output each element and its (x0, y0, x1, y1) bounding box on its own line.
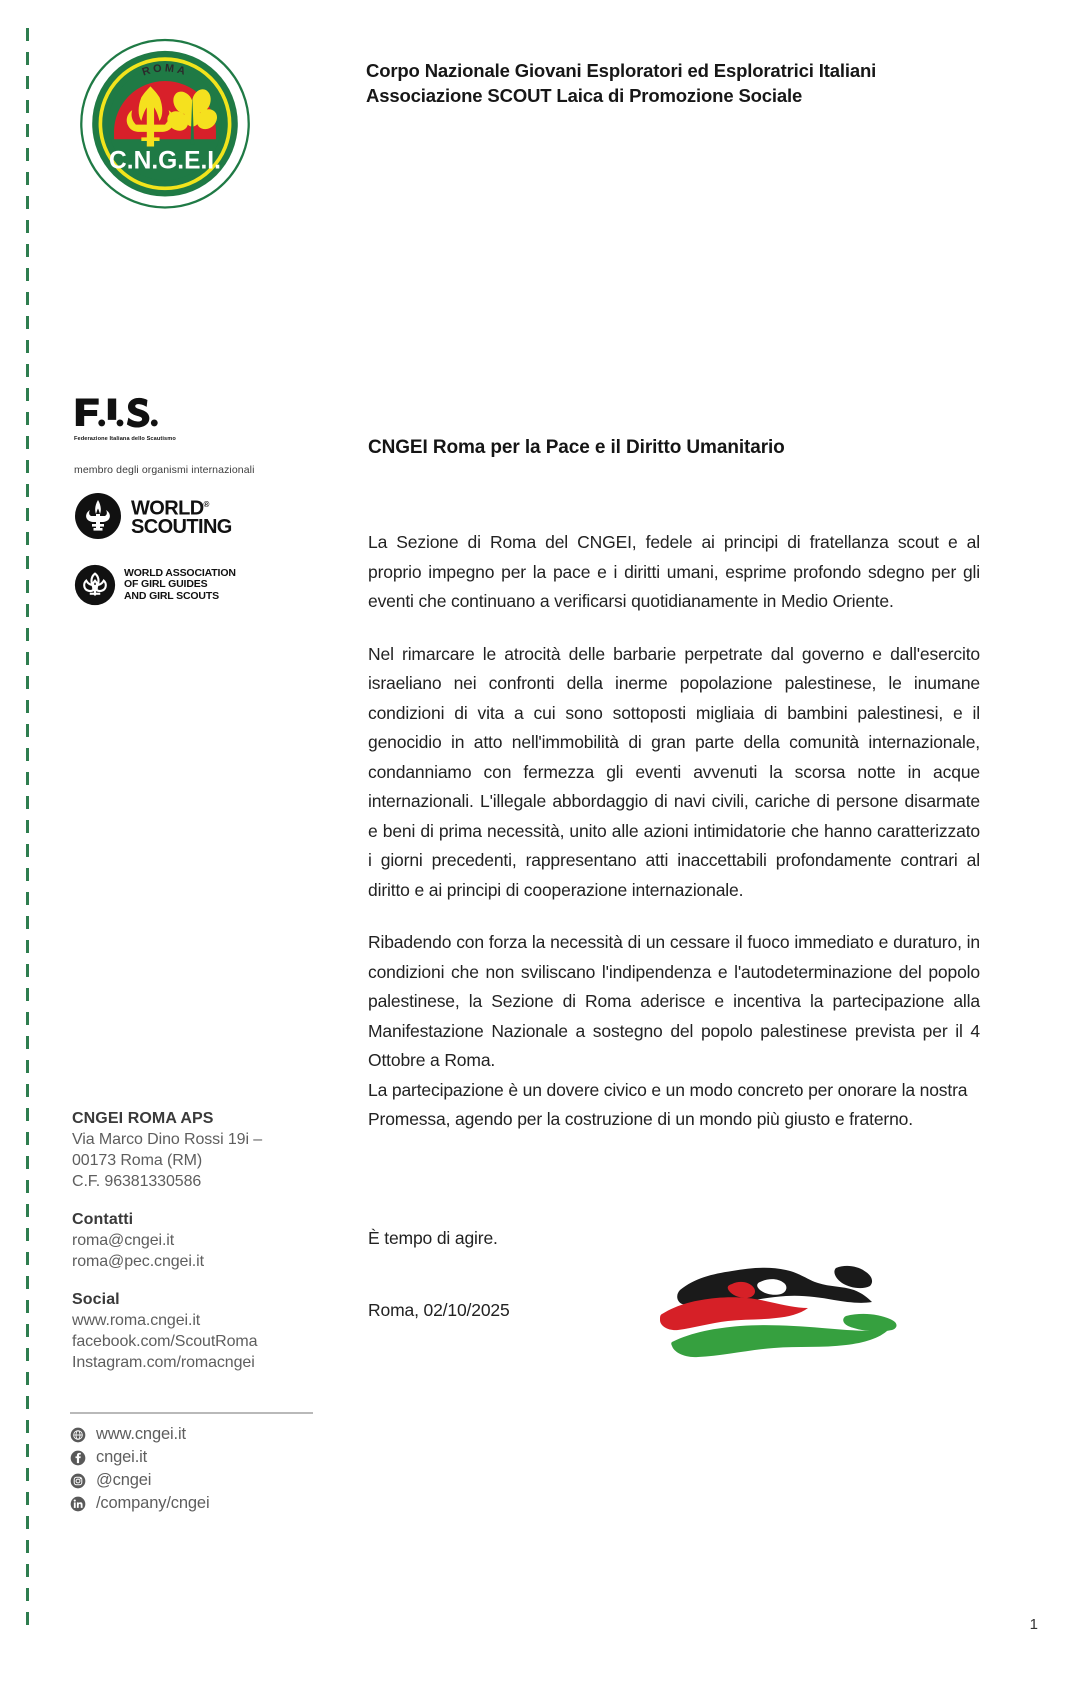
world-scouting-line2: SCOUTING (131, 516, 232, 539)
org-street: Via Marco Dino Rossi 19i – (72, 1131, 263, 1148)
page-title: CNGEI Roma per la Pace e il Diritto Umanitario (368, 437, 785, 458)
sidebar-divider (70, 1412, 313, 1414)
letterhead-organisation-title (366, 58, 966, 108)
emblem-center-text: C.N.G.E.I. (109, 147, 221, 175)
wagggs-trefoil-icon (74, 564, 116, 606)
social-heading: Social (72, 1291, 120, 1308)
contact-pec[interactable]: roma@pec.cngei.it (72, 1253, 204, 1270)
footer-social-links (70, 1423, 335, 1515)
globe-icon (70, 1427, 86, 1443)
footer-link-label: @cngei (96, 1471, 152, 1489)
world-scouting-icon (74, 492, 122, 540)
page-number: 1 (1029, 1616, 1038, 1633)
membership-note: membro degli organismi internazionali (74, 464, 255, 476)
footer-link-label: cngei.it (96, 1448, 148, 1466)
body-paragraph-3: Ribadendo con forza la necessità di un cessare il fuoco immediato e duraturo, in condizioni che non sviliscano l'indipendenza e l'autodeterminazione del popolo palestinese, la Sezione di Roma aderisce e incentiva la partecipazione alla Manifestazione Nazionale a sostegno del popolo palestinese prevista per il 4 Ottobre a Roma. (368, 932, 980, 1070)
footer-link-website[interactable] (70, 1423, 335, 1446)
fis-logo-block (74, 397, 324, 442)
wagggs-line3: AND GIRL SCOUTS (124, 589, 219, 602)
wagggs-logo-block (74, 564, 324, 606)
social-instagram[interactable]: Instagram.com/romacngei (72, 1354, 255, 1371)
org-title-line1: Corpo Nazionale Giovani Esploratori ed Esploratrici Italiani (366, 60, 877, 81)
linkedin-icon (70, 1496, 86, 1512)
org-title-line2: Associazione SCOUT Laica di Promozione Sociale (366, 85, 803, 106)
wagggs-line2: OF GIRL GUIDES (124, 578, 208, 591)
sidebar (62, 30, 324, 606)
org-legal-name: CNGEI ROMA APS (72, 1110, 214, 1127)
facebook-icon (70, 1450, 86, 1466)
footer-link-label: /company/cngei (96, 1494, 210, 1512)
org-fiscal-code: C.F. 96381330586 (72, 1173, 202, 1190)
world-scouting-wordmark (131, 495, 232, 538)
social-facebook[interactable]: facebook.com/ScoutRoma (72, 1333, 258, 1350)
closing-statement: È tempo di agire. (368, 1228, 498, 1248)
registered-mark: ® (203, 499, 209, 509)
fis-subtitle: Federazione Italiana dello Scautismo (74, 436, 176, 442)
contact-email[interactable]: roma@cngei.it (72, 1232, 175, 1249)
cngei-roma-emblem (74, 30, 256, 212)
body-paragraph-1: La Sezione di Roma del CNGEI, fedele ai principi di fratellanza scout e al proprio impegno per la pace e i diritti umani, esprime profondo sdegno per gli eventi che continuano a verificarsi quotidianamente in Medio Oriente. (368, 532, 980, 611)
footer-link-facebook[interactable] (70, 1446, 335, 1469)
fis-logo-icon (74, 397, 166, 429)
wagggs-line1: WORLD ASSOCIATION (124, 566, 236, 579)
body-paragraph-2: Nel rimarcare le atrocità delle barbarie perpetrate dal governo e dall'esercito israeliano nei confronti della inerme popolazione palestinese, le inumane condizioni di vita a cui sono sottoposti migliaia di bambini palestinesi, e il genocidio in atto nell'immobilità di gran parte della comunità internazionale, condanniamo con fermezza gli eventi avvenuti la scorsa notte in acque internazionali. L'illegale abbordaggio di navi civili, cariche di persone disarmate e beni di prima necessità, unito alle azioni intimidatorie che hanno caratterizzato i giorni precedenti, rappresentano atti inaccettabili profondamente contrari al diritto e ai principi di cooperazione internazionale. (368, 643, 980, 900)
letter-body (368, 528, 980, 1135)
org-city: 00173 Roma (RM) (72, 1152, 203, 1169)
world-scouting-logo-block (74, 492, 324, 540)
world-scouting-line1: WORLD (131, 497, 204, 520)
social-website[interactable]: www.roma.cngei.it (72, 1312, 201, 1329)
emblem-arc-text: ROMA (140, 62, 190, 79)
wagggs-wordmark (124, 568, 236, 603)
contacts-heading: Contatti (72, 1211, 134, 1228)
footer-link-label: www.cngei.it (96, 1425, 186, 1443)
body-paragraph-4: La partecipazione è un dovere civico e un modo concreto per onorare la nostra Promessa, agendo per la costruzione di un mondo più giusto e fraterno. (368, 1079, 968, 1129)
dateline: Roma, 02/10/2025 (368, 1300, 510, 1320)
footer-link-linkedin[interactable] (70, 1492, 335, 1515)
organisation-details (72, 1108, 342, 1373)
palestine-flag-brushstroke (640, 1238, 910, 1373)
instagram-icon (70, 1473, 86, 1489)
dashed-left-rule (26, 28, 29, 1628)
footer-link-instagram[interactable] (70, 1469, 335, 1492)
